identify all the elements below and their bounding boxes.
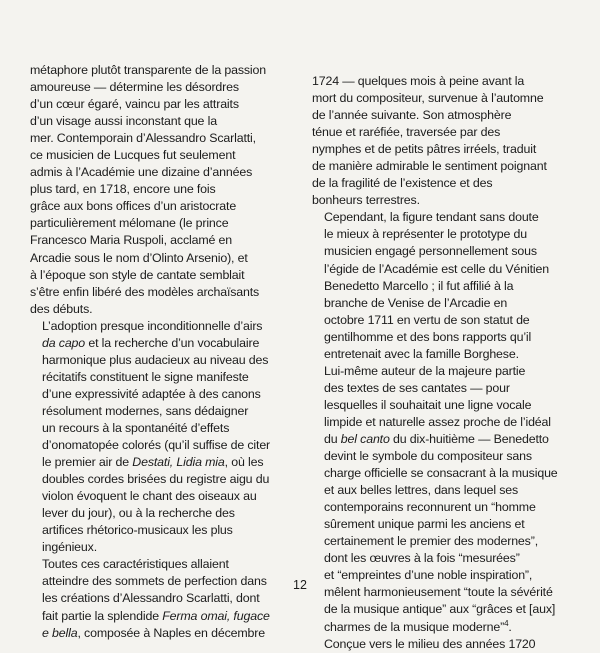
text-line: Cependant, la figure tendant sans doute <box>324 210 539 225</box>
text-line: de manière admirable le sentiment poignant <box>312 159 547 174</box>
text-line: l’égide de l’Académie est celle du Vénitien <box>324 261 549 276</box>
paragraph <box>312 73 584 209</box>
text-line: les créations d’Alessandro Scarlatti, dont <box>42 591 260 606</box>
text-line: ingénieux. <box>42 540 97 555</box>
paragraph <box>312 636 584 653</box>
text-line: de la musique antique” aux “grâces et [aux] <box>324 602 556 617</box>
text-line: de la fragilité de l’existence et des <box>312 176 493 191</box>
paragraph <box>30 318 302 557</box>
text-line: le mieux à représenter le prototype du <box>324 227 527 242</box>
text-line: devint le symbole du compositeur sans <box>324 449 532 464</box>
text-line: résolument modernes, sans dédaigner <box>42 403 249 418</box>
text-line: des débuts. <box>30 301 93 316</box>
text-line: d’un cœur égaré, vaincu par les attraits <box>30 97 239 112</box>
text-line: grâce aux bons offices d’un aristocrate <box>30 199 237 214</box>
text-line: entretenait avec la famille Borghese. <box>324 346 519 361</box>
text-line: charmes de la musique moderne”$^4$. <box>324 618 512 634</box>
text-line: Conçue vers le milieu des années 1720 <box>324 636 536 651</box>
text-line: admis à l’Académie une dizaine d’années <box>30 165 253 180</box>
paragraph <box>30 556 302 641</box>
text-line: ténue et raréfiée, traversée par des <box>312 125 501 140</box>
right-column <box>312 73 584 653</box>
paragraph <box>30 62 302 318</box>
text-line: de l’année suivante. Son atmosphère <box>312 108 512 123</box>
left-column <box>30 62 302 642</box>
text-line: branche de Venise de l’Arcadie en <box>324 295 508 310</box>
text-line: Arcadie sous le nom d’Olinto Arsenio), et <box>30 250 248 265</box>
text-line: des textes de ses cantates — pour <box>324 380 510 395</box>
text-line: mêlent harmonieusement “toute la sévérité <box>324 585 553 600</box>
text-line: Toutes ces caractéristiques allaient <box>42 557 229 572</box>
text-line: L’adoption presque inconditionnelle d’airs <box>42 318 263 333</box>
text-line: un recours à la spontanéité d’effets <box>42 420 230 435</box>
text-line: atteindre des sommets de perfection dans <box>42 574 267 589</box>
text-line: harmonique plus audacieux au niveau des <box>42 352 269 367</box>
text-line: le premier air de Destati, Lidia mia, où les <box>42 455 264 470</box>
text-line: particulièrement mélomane (le prince <box>30 216 229 231</box>
text-line: métaphore plutôt transparente de la passion <box>30 63 267 77</box>
paragraph <box>312 209 584 362</box>
text-line: 1724 — quelques mois à peine avant la <box>312 74 525 88</box>
text-line: et aux belles lettres, dans lequel ses <box>324 483 519 498</box>
text-line: ce musicien de Lucques fut seulement <box>30 148 236 163</box>
text-line: limpide et naturelle assez proche de l’idéal <box>324 414 551 429</box>
text-line: et “empreintes d’une noble inspiration”, <box>324 568 533 583</box>
text-line: doubles cordes brisées du registre aigu du <box>42 472 270 487</box>
text-line: nymphes et de petits pâtres irréels, traduit <box>312 142 537 157</box>
text-line: mer. Contemporain d’Alessandro Scarlatti, <box>30 131 256 146</box>
text-line: bonheurs terrestres. <box>312 193 420 208</box>
text-line: contemporains reconnurent un “homme <box>324 500 536 515</box>
text-line: lever du jour), ou à la recherche des <box>42 506 235 521</box>
text-line: artifices rhétorico-musicaux les plus <box>42 523 233 538</box>
text-line: amoureuse — détermine les désordres <box>30 80 239 95</box>
text-line: plus tard, en 1718, encore une fois <box>30 182 216 197</box>
text-line: certainement le premier des modernes”, <box>324 534 538 549</box>
text-line: Benedetto Marcello ; il fut affilié à la <box>324 278 514 293</box>
text-line: s’être enfin libéré des modèles archaïsants <box>30 284 260 299</box>
paragraph <box>312 363 584 636</box>
text-line: lesquelles il souhaitait une ligne vocale <box>324 397 532 412</box>
page-number: 12 <box>293 578 307 592</box>
text-line: gentilhomme et des bons rapports qu’il <box>324 329 532 344</box>
text-line: à l’époque son style de cantate semblait <box>30 267 245 282</box>
text-line: charge officielle se consacrant à la musique <box>324 466 558 481</box>
text-line: d’onomatopée colorés (qu’il suffise de citer <box>42 438 271 453</box>
text-line: récitatifs constituent le signe manifeste <box>42 369 249 384</box>
text-line: e bella, composée à Naples en décembre <box>42 625 265 640</box>
text-line: violon évoquent le chant des oiseaux au <box>42 489 257 504</box>
text-line: d’une expressivité adaptée à des canons <box>42 386 261 401</box>
text-line: d’un visage aussi inconstant que la <box>30 114 217 129</box>
text-line: Lui-même auteur de la majeure partie <box>324 363 526 378</box>
text-line: octobre 1711 en vertu de son statut de <box>324 312 530 327</box>
text-line: mort du compositeur, survenue à l’automne <box>312 91 544 106</box>
text-line: Francesco Maria Ruspoli, acclamé en <box>30 233 233 248</box>
text-line: sûrement unique parmi les anciens et <box>324 517 525 532</box>
text-line: musicien engagé personnellement sous <box>324 244 537 259</box>
text-line: da capo et la recherche d’un vocabulaire <box>42 335 260 350</box>
text-line: dont les œuvres à la fois “mesurées” <box>324 551 520 566</box>
text-line: du bel canto du dix-huitième — Benedetto <box>324 431 549 446</box>
text-line: fait partie la splendide Ferma omai, fugace <box>42 608 270 623</box>
